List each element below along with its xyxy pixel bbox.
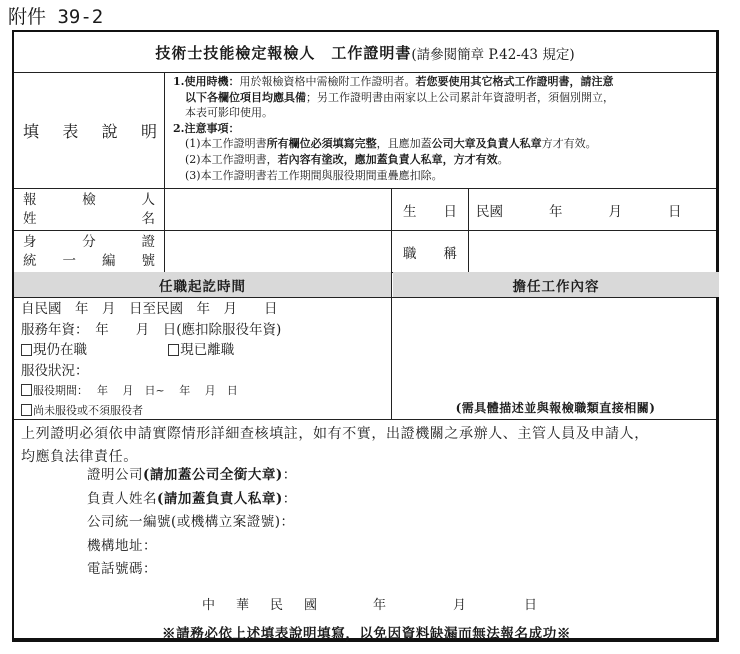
instruction-lead: 1.使用時機： xyxy=(173,75,240,88)
colon: ： xyxy=(282,490,297,507)
instruction-lead: 2.注意事項： xyxy=(173,121,240,135)
resigned-label: 現已離職 xyxy=(180,342,235,358)
birth-date-field[interactable] xyxy=(470,189,719,230)
applicant-name-label xyxy=(14,189,165,231)
field-hint: (請加蓋負責人私章) xyxy=(157,490,283,507)
instruction-text: 用於報檢資格中需檢附工作證明者。 xyxy=(239,75,416,88)
birth-label xyxy=(393,189,469,231)
label-char: 稱 xyxy=(443,246,457,262)
date-char: 國 xyxy=(304,598,318,613)
date-char: 民 xyxy=(270,598,284,613)
label-char: 填 xyxy=(23,122,40,141)
label-char: 職 xyxy=(403,246,417,262)
applicant-name-field[interactable] xyxy=(166,189,391,230)
label-char: 分 xyxy=(82,234,96,250)
phone-field[interactable]: 電話號碼： xyxy=(87,561,157,577)
date-char: 華 xyxy=(236,598,250,613)
military-period-label: 服役期間： 年 月 日~ 年 月 日 xyxy=(33,384,238,397)
duty-content-field[interactable] xyxy=(393,298,719,398)
instruction-text: 本表可影印使用。 xyxy=(185,106,273,120)
note-emphasis: 所有欄位必須填寫完整 xyxy=(266,137,377,151)
date-char: 中 xyxy=(202,598,216,613)
field-label: 證明公司 xyxy=(87,467,143,483)
military-period-checkbox[interactable] xyxy=(21,384,32,396)
instruction-item-1-cont xyxy=(173,90,710,106)
id-number-field[interactable] xyxy=(166,231,391,272)
resigned-checkbox[interactable] xyxy=(168,344,179,356)
month-label: 月 xyxy=(608,203,622,220)
field-label: 負責人姓名 xyxy=(87,490,157,507)
label-char: 號 xyxy=(141,253,155,269)
declaration-text xyxy=(14,419,719,469)
form-title xyxy=(14,32,716,73)
instructions-label xyxy=(14,73,165,188)
label-char: 明 xyxy=(140,122,157,141)
period-section-header: 任職起訖時間 xyxy=(14,272,391,297)
note-2 xyxy=(173,152,710,168)
not-served-row xyxy=(21,401,386,421)
label-char: 說 xyxy=(101,122,118,141)
not-served-checkbox[interactable] xyxy=(21,404,32,416)
note-text: (2)本工作證明書， xyxy=(185,152,278,166)
label-char: 姓 xyxy=(23,211,37,227)
service-years[interactable]: 服務年資： 年 月 日(應扣除服役年資) xyxy=(21,321,282,338)
military-period-row xyxy=(21,381,386,401)
certifying-company-field[interactable] xyxy=(87,464,297,488)
note-emphasis: 公司大章及負責人私章 xyxy=(431,137,542,151)
declaration-line: 上列證明必須依申請實際情形詳細查核填註，如有不實，出證機關之承辦人、主管人員及申請人， xyxy=(21,426,649,442)
label-char: 日 xyxy=(443,204,457,220)
note-3: (3)本工作證明書若工作期間與服役期間重疊應扣除。 xyxy=(185,168,443,182)
day-label: 日 xyxy=(524,598,538,613)
instruction-emphasis: 若您要使用其它格式工作證明書，請注意 xyxy=(415,75,614,88)
still-employed-checkbox[interactable] xyxy=(21,344,32,356)
form-title-sub: (請參閱簡章 P.42-43 規定) xyxy=(411,46,575,63)
job-title-label xyxy=(393,231,469,273)
note-text: (1)本工作證明書 xyxy=(185,137,267,151)
label-char: 人 xyxy=(141,192,155,208)
note-emphasis: 若內容有塗改，應加蓋負責人私章，方才有效 xyxy=(277,152,498,166)
duty-content-note: (需具體描述並與報檢職類直接相關) xyxy=(455,401,656,415)
divider xyxy=(164,189,165,272)
label-char: 統 xyxy=(23,253,37,269)
field-hint: (請加蓋公司全銜大章) xyxy=(143,467,283,483)
note-text: ，且應加蓋 xyxy=(376,137,432,151)
id-number-label xyxy=(14,231,165,273)
still-employed-label: 現仍在職 xyxy=(33,342,87,358)
employment-period xyxy=(14,297,392,419)
label-char: 一 xyxy=(62,253,76,269)
instructions-text xyxy=(166,73,716,188)
responsible-person-field[interactable] xyxy=(87,488,297,512)
label-char: 編 xyxy=(102,253,116,269)
label-char: 表 xyxy=(62,122,79,141)
roc-label: 民國 xyxy=(476,203,503,220)
military-status-label: 服役狀況： xyxy=(21,362,89,379)
work-certificate-form xyxy=(12,30,719,642)
label-char: 報 xyxy=(23,192,37,208)
instruction-emphasis: 以下各欄位項目均應具備 xyxy=(185,90,306,104)
important-notice: ※請務必依上述填表說明填寫，以免因資料缺漏而無法報名成功※ xyxy=(162,626,571,642)
divider xyxy=(468,189,469,272)
label-char: 名 xyxy=(141,211,155,227)
employment-status xyxy=(21,340,386,361)
declaration-line: 均應負法律責任。 xyxy=(21,449,138,465)
label-char: 身 xyxy=(23,234,37,250)
note-1 xyxy=(173,136,710,152)
instruction-item-1 xyxy=(173,74,710,90)
company-tax-id-field[interactable]: 公司統一編號(或機構立案證號)： xyxy=(87,514,295,530)
certifier-fields xyxy=(87,464,297,582)
label-char: 證 xyxy=(141,234,155,250)
label-char: 檢 xyxy=(82,192,96,208)
month-label: 月 xyxy=(453,598,467,613)
instruction-text: ；另工作證明書由兩家以上公司累計年資證明者，須個別開立， xyxy=(306,90,614,104)
year-label: 年 xyxy=(549,203,563,220)
form-title-main: 技術士技能檢定報檢人 工作證明書 xyxy=(155,44,412,62)
duty-section-header: 擔任工作內容 xyxy=(393,272,719,297)
period-dates[interactable]: 自民國 年 月 日至民國 年 月 日 xyxy=(21,301,278,317)
label-char: 生 xyxy=(403,204,417,220)
job-title-field[interactable] xyxy=(470,231,719,272)
day-label: 日 xyxy=(668,203,682,220)
divider xyxy=(164,73,165,188)
attachment-label: 附件 39-2 xyxy=(8,6,104,28)
note-text: 方才有效。 xyxy=(541,137,597,151)
colon: ： xyxy=(282,467,297,483)
address-field[interactable]: 機構地址： xyxy=(87,537,157,554)
not-served-label: 尚未服役或不須服役者 xyxy=(33,404,143,417)
note-text: 。 xyxy=(497,152,509,166)
year-label: 年 xyxy=(373,598,387,613)
